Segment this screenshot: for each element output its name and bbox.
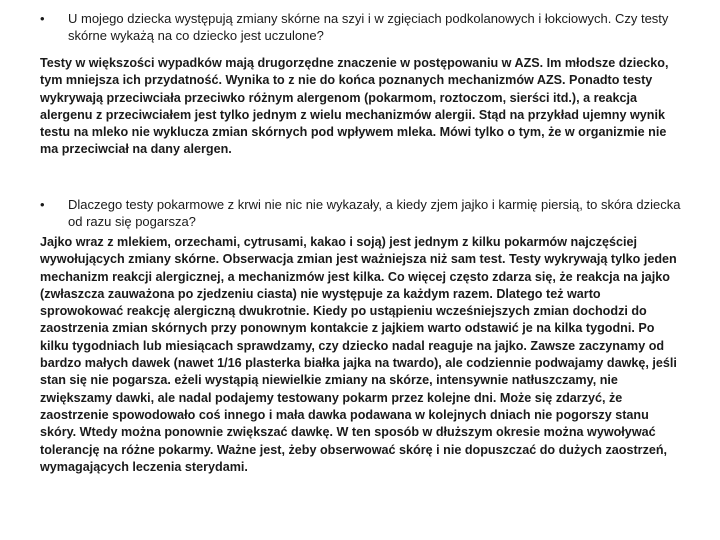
question-1-text: U mojego dziecka występują zmiany skórne na szyi i w zgięciach podkolanowych i łokciowych. Czy testy skórne wykażą na co dziecko jest uczulone? xyxy=(68,11,669,43)
question-2-text: Dlaczego testy pokarmowe z krwi nie nic nie wykazały, a kiedy zjem jajko i karmię piersią, to skóra dziecka od razu się pogarsza? xyxy=(68,197,681,229)
answer-1: Testy w większości wypadków mają drugorzędne znaczenie w postępowaniu w AZS. Im młodsze dziecko, tym mniejsza ich przydatność. Wynika to z nie do końca poznanych mechanizmów AZS. Ponadto testy wykrywają przeciwciała przeciwko różnym alergenom (pokarmom, roztoczom, sierści itd.), a reakcja alergenu z przeciwciałem jest tylko jednym z wielu mechanizmów alergii. Stąd na przykład ujemny wynik testu na mleko nie wyklucza zmian skórnych pod wpływem mleka. Mówi tylko o tym, że w organizmie nie ma przeciwciał na dany alergen. xyxy=(40,56,669,157)
question-1 xyxy=(40,10,688,44)
answer-2: Jajko wraz z mlekiem, orzechami, cytrusami, kakao i soją) jest jednym z kilku pokarmów najczęściej wywołujących zmiany skórne. Obserwacja zmian jest ważniejsza niż sam test. Testy wykrywają tylko jeden mechanizm reakcji alergicznej, a mechanizmów jest kilka. Co więcej często zdarza się, że reakcja na jajko (zwłaszcza zauważona po zjedzeniu ciasta) nie występuje za każdym razem. Dlatego też warto sprowokować reakcję alergiczną dwukrotnie. Kiedy po ustąpieniu wcześniejszych zmian dochodzi do zaostrzenia zmian skórnych przy ponownym kontakcie z jajkiem warto odstawić je na kilka tygodni. Po kilku tygodniach lub miesiącach sprawdzamy, czy dziecko nadal reaguje na jajko. Zawsze zaczynamy od bardzo małych dawek (nawet 1/16 plasterka białka jajka na twardo), ale codziennie podwajamy dawkę, jeśli stan się nie pogarsza. eżeli wystąpią niewielkie zmiany na skórze, intensywnie natłuszczamy, nie zwiększamy dawki, ale nadal podajemy testowany pokarm przez kolejne dni. Może się zdarzyć, że zaostrzenie spowodowało coś innego i mała dawka podawana w kolejnych dniach nie pogorszy stanu skóry. Wtedy można ponownie zwiększać dawkę. W ten sposób w dłuższym okresie można wywoływać tolerancję na różne pokarmy. Ważne jest, żeby obserwować skórę i nie dopuszczać do dużych zaostrzeń, wymagających leczenia sterydami. xyxy=(40,235,677,474)
bullet-marker: • xyxy=(40,197,45,212)
question-2 xyxy=(40,196,688,230)
bullet-marker: • xyxy=(40,11,45,26)
